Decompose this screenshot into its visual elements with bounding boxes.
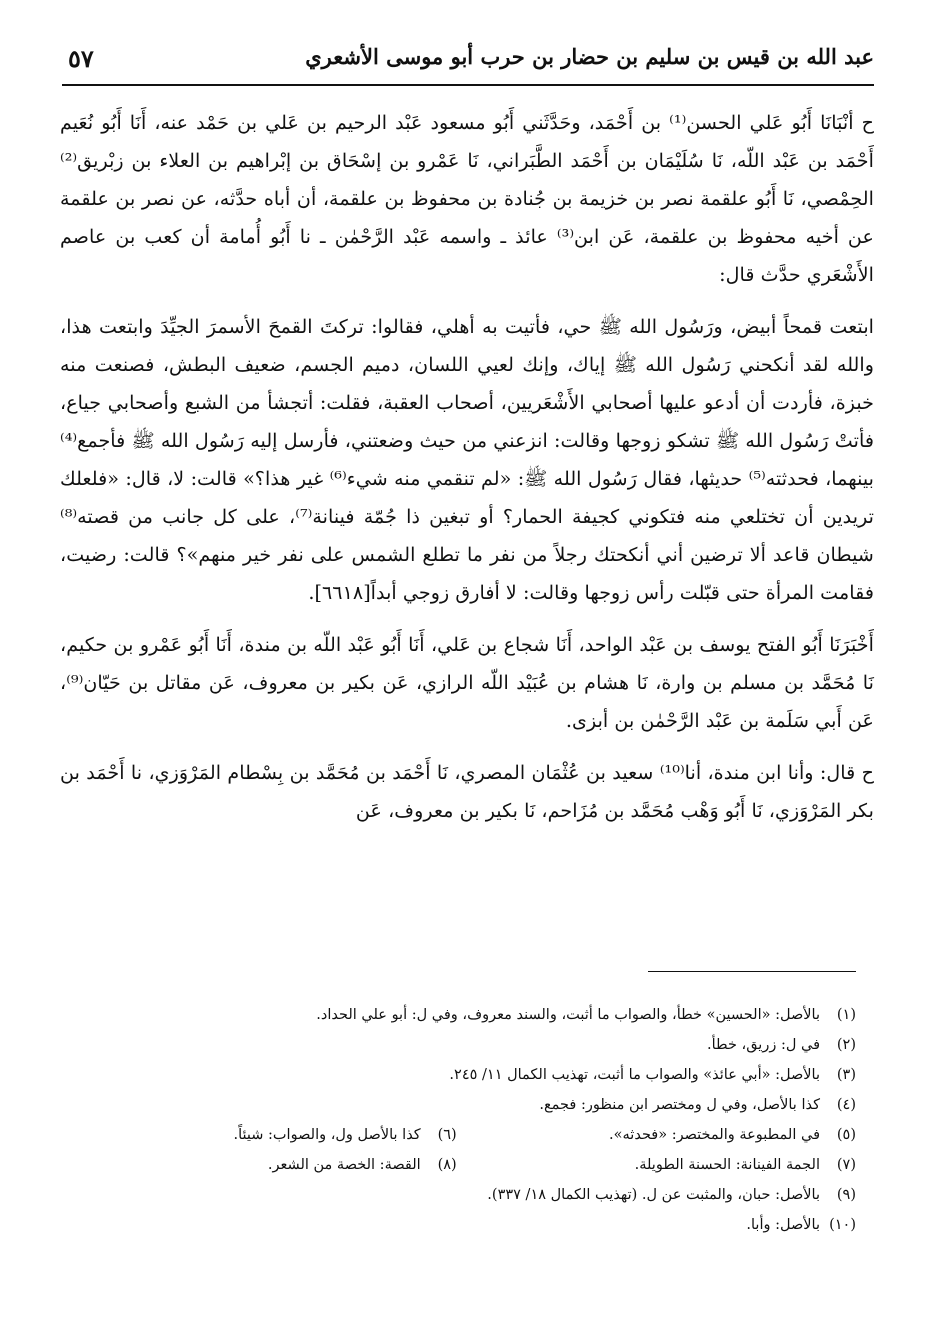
main-text (60, 104, 874, 844)
page-number: ٥٧ (68, 44, 94, 73)
footnote-number: (٥) (836, 1127, 856, 1143)
footnote-6 (130, 1120, 457, 1150)
footnote-text: كذا بالأصل، وفي ل ومختصر ابن منظور: فجمع. (539, 1097, 820, 1113)
footnote-text: بالأصل: حبان، والمثبت عن ل. (تهذيب الكمال ١٨/ ٣٣٧). (487, 1187, 820, 1203)
footnote-text: الجمة الفينانة: الحسنة الطويلة. (634, 1157, 820, 1173)
footnote-row (130, 1060, 856, 1090)
paragraph-4: ح قال: وأنا ابن مندة، أنا⁽¹⁰⁾ سعيد بن عُثْمَان المصري، نَا أَحْمَد بن مُحَمَّد بن بِسْطام المَرْوَزي، نا أَحْمَد بن بكر المَرْوَزي، نَا أَبُو وَهْب مُحَمَّد بن مُزَاحم، نَا بكير بن معروف، عَن (60, 761, 875, 822)
footnote-number: (٤) (836, 1097, 856, 1113)
footnote-row (130, 1030, 856, 1060)
paragraph-1: ح أنْبَانَا أَبُو عَلي الحسن⁽¹⁾ بن أَحْمَد، وحَدَّثَني أَبُو مسعود عَبْد الرحيم بن عَلي بن حَمْد عنه، أَنَا أَبُو نُعَيم أَحْمَد بن عَبْد اللّه، نَا سُلَيْمَان بن أَحْمَد الطَّبَراني، نَا عَمْرو بن إسْحَاق بن إبْراهيم بن العلاء بن زبْريق⁽²⁾ الحِمْصي، نَا أَبُو علقمة نصر بن خزيمة بن جُنادة بن محفوظ بن علقمة، أن أباه حدَّثه، عن نصر بن علقمة عن أخيه محفوظ بن علقمة، عَن ابن⁽³⁾ عائذ ـ واسمه عَبْد الرَّحْمٰن ـ نا أَبُو أُمامة أن كعب بن عاصم الأَشْعَري حدَّث قال: (60, 111, 874, 286)
footnote-number: (٨) (437, 1157, 457, 1173)
header-title: عبد الله بن قيس بن سليم بن حضار بن حرب أبو موسى الأشعري (305, 44, 874, 69)
footnote-row (130, 1150, 856, 1180)
footnote-row (130, 1210, 856, 1240)
footnote-text: القصة: الخصة من الشعر. (267, 1157, 421, 1173)
footnote-row (130, 1090, 856, 1120)
footnote-7 (457, 1150, 856, 1180)
footnote-number: (٩) (836, 1187, 856, 1203)
footnote-number: (٣) (836, 1067, 856, 1083)
footnote-number: (١٠) (829, 1217, 856, 1233)
footnote-1 (130, 1000, 856, 1030)
footnote-2 (130, 1030, 856, 1060)
footnote-text: كذا بالأصل ول، والصواب: شيئاً. (233, 1127, 421, 1143)
footnote-row (130, 1180, 856, 1210)
paragraph-2: ابتعت قمحاً أبيض، ورَسُول الله ﷺ حي، فأتيت به أهلي، فقالوا: تركتَ القمحَ الأسمرَ الجيِّدَ وابتعت هذا، والله لقد أنكحني رَسُول الله ﷺ إياك، وإنك لعيي اللسان، دميم الجسم، ضعيف البطش، فصنعت منه خبزة، فأردت أن أدعو عليها أصحابي الأَشْعَريين، أصحاب العقبة، فقلت: أتجشأ من الشبع وأصحابي جياع، فأتتْ رَسُول الله ﷺ تشكو زوجها وقالت: انزعني من حيث وضعتني، فأرسل إليه رَسُول الله ﷺ فأجمع⁽⁴⁾ بينهما، فحدثته⁽⁵⁾ حديثها، فقال رَسُول الله ﷺ: «لم تنقمي منه شيء⁽⁶⁾ غير هذا؟» قالت: لا، قال: «فلعلك تريدين أن تختلعي منه فتكوني كجيفة الحمار؟ أو تبغين ذا جُمّة فينانة⁽⁷⁾، على كل جانب من قصته⁽⁸⁾ شيطان قاعد ألا ترضين أني أنكحتك رجلاً من نفر ما تطلع الشمس على نفر خير منهم»؟ قالت: رضيت، فقامت المرأة حتى قبّلت رأس زوجها وقالت: لا أفارق زوجي أبداً[٦٦١٨]. (60, 315, 875, 604)
paragraph-3: أَخْبَرَنَا أَبُو الفتح يوسف بن عَبْد الواحد، أَنَا شجاع بن عَلي، أَنَا أَبُو عَبْد اللّه بن مندة، أَنَا أَبُو عَمْرو بن حكيم، نَا مُحَمَّد بن مسلم بن وارة، نَا هشام بن عُبَيْد اللّه الرازي، عَن بكير بن معروف، عَن مقاتل بن حَيّان⁽⁹⁾، عَن أَبي سَلَمة بن عَبْد الرَّحْمٰن بن أبزى. (60, 633, 874, 732)
footnote-8 (130, 1150, 457, 1180)
footnote-text: بالأصل: «الحسين» خطأ، والصواب ما أثبت، والسند معروف، وفي ل: أبو علي الحداد. (316, 1007, 820, 1023)
footnote-number: (١) (836, 1007, 856, 1023)
footnote-row (130, 1120, 856, 1150)
footnote-3 (130, 1060, 856, 1090)
footnote-10 (130, 1210, 856, 1240)
footnotes (130, 1000, 856, 1240)
footnote-number: (٦) (437, 1127, 457, 1143)
footnote-number: (٢) (836, 1037, 856, 1053)
footnote-text: بالأصل: «أبي عائذ» والصواب ما أثبت، تهذيب الكمال ١١/ ٢٤٥. (449, 1067, 820, 1083)
footnote-text: بالأصل: وأبا. (746, 1217, 820, 1233)
running-header (62, 38, 874, 82)
footnote-4 (130, 1090, 856, 1120)
header-rule (62, 84, 874, 86)
footnote-text: في المطبوعة والمختصر: «فحدثه». (609, 1127, 820, 1143)
footnote-text: في ل: زريق، خطأ. (707, 1037, 820, 1053)
footnote-number: (٧) (836, 1157, 856, 1173)
footnote-9 (130, 1180, 856, 1210)
footnote-row (130, 1000, 856, 1030)
footnote-rule (648, 971, 856, 972)
footnote-5 (457, 1120, 856, 1150)
